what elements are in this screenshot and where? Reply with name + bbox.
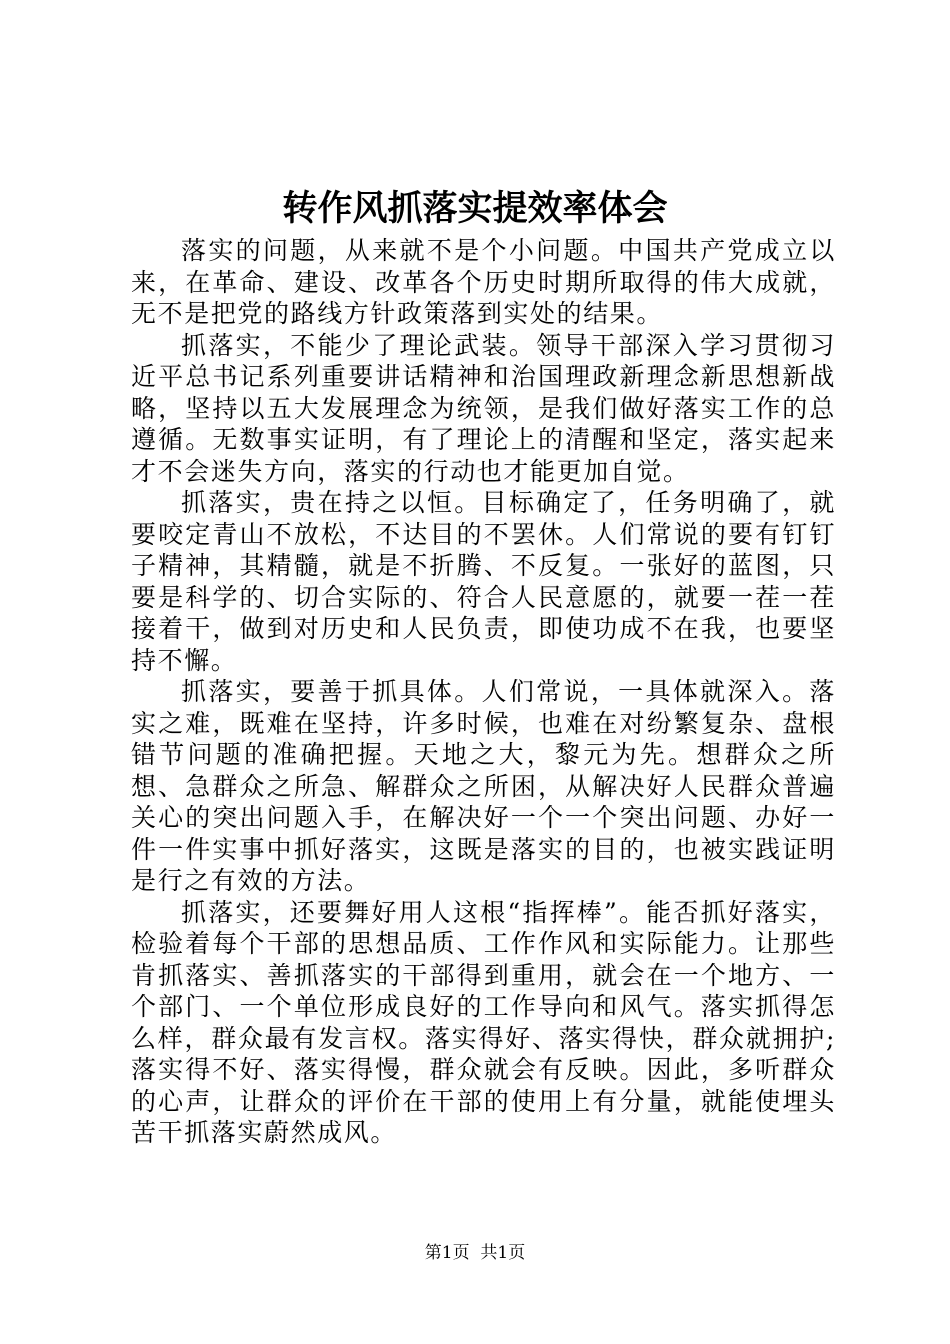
document-body (131, 235, 836, 1149)
page-number: 第1页 (424, 1243, 470, 1263)
paragraph-3: 抓落实，贵在持之以恒。目标确定了，任务明确了，就要咬定青山不放松，不达目的不罢休。人们常说的要有钉钉子精神，其精髓，就是不折腾、不反复。一张好的蓝图，只要是科学的、切合实际的、符合人民意愿的，就要一茬一茬接着干，做到对历史和人民负责，即使功成不在我，也要坚持不懈。 (131, 488, 836, 675)
document-title: 转作风抓落实提效率体会 (282, 188, 668, 229)
paragraph-4: 抓落实，要善于抓具体。人们常说，一具体就深入。落实之难，既难在坚持，许多时候，也难在对纷繁复杂、盘根错节问题的准确把握。天地之大，黎元为先。想群众之所想、急群众之所急、解群众之所困，从解决好人民群众普遍关心的突出问题入手，在解决好一个一个突出问题、办好一件一件实事中抓好落实，这既是落实的目的，也被实践证明是行之有效的方法。 (131, 677, 836, 895)
paragraph-2: 抓落实，不能少了理论武装。领导干部深入学习贯彻习近平总书记系列重要讲话精神和治国理政新理念新思想新战略，坚持以五大发展理念为统领，是我们做好落实工作的总遵循。无数事实证明，有了理论上的清醒和坚定，落实起来才不会迷失方向，落实的行动也才能更加自觉。 (131, 330, 836, 486)
paragraph-5: 抓落实，还要舞好用人这根“指挥棒”。能否抓好落实，检验着每个干部的思想品质、工作作风和实际能力。让那些肯抓落实、善抓落实的干部得到重用，就会在一个地方、一个部门、一个单位形成良好的工作导向和风气。落实抓得怎么样，群众最有发言权。落实得好、落实得快，群众就拥护;落实得不好、落实得慢，群众就会有反映。因此，多听群众的心声，让群众的评价在干部的使用上有分量，就能使埋头苦干抓落实蔚然成风。 (131, 897, 836, 1147)
page-total: 共1页 (480, 1243, 526, 1263)
paragraph-1: 落实的问题，从来就不是个小问题。中国共产党成立以来，在革命、建设、改革各个历史时期所取得的伟大成就，无不是把党的路线方针政策落到实处的结果。 (131, 236, 836, 328)
page-footer (0, 1241, 950, 1265)
